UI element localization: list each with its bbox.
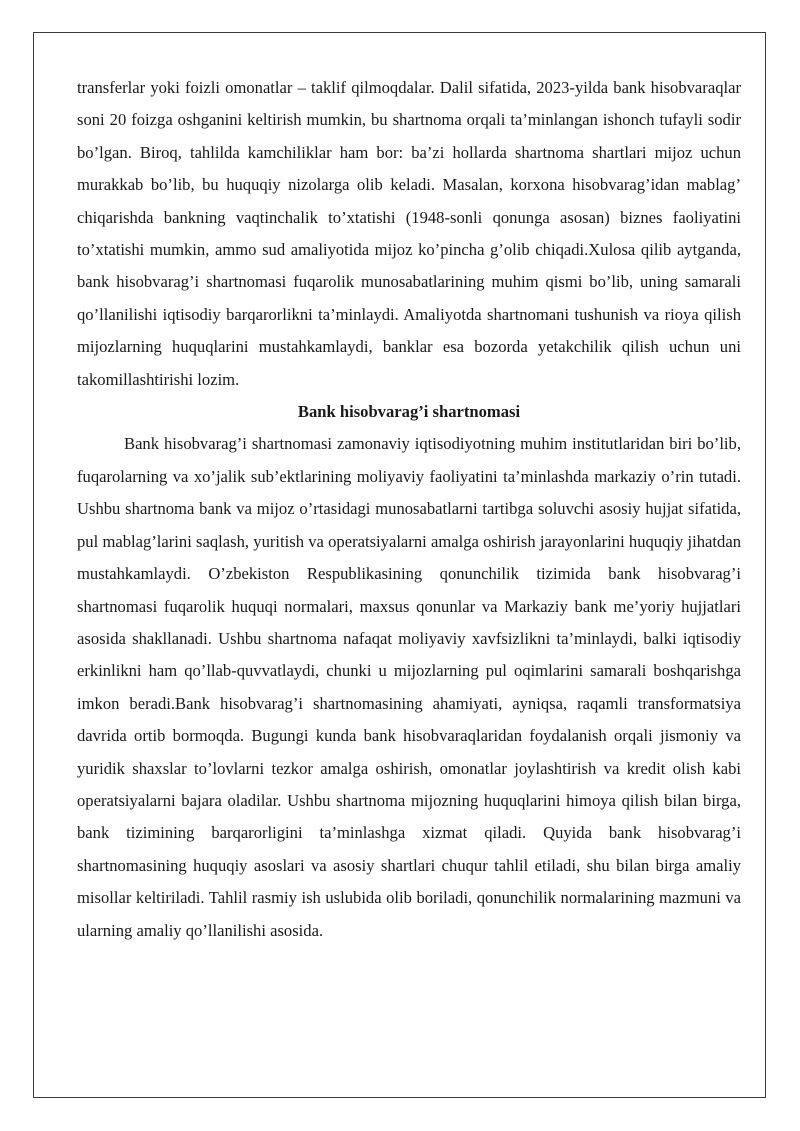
section-heading: Bank hisobvarag’i shartnomasi xyxy=(297,402,521,422)
paragraph-continued: transferlar yoki foizli omonatlar – taklif qilmoqdalar. Dalil sifatida, 2023-yilda bank hisobvaraqlar soni 20 foizga oshganini keltirish mumkin, bu shartnoma orqali ta’minlangan ishonch tufayli sodir bo’lgan. Biroq, tahlilda kamchiliklar ham bor: ba’zi hollarda shartnoma shartlari mijoz uchun murakkab bo’lib, bu huquqiy nizolarga olib keladi. Masalan, korxona hisobvarag’idan mablag’ chiqarishda bankning vaqtinchalik to’xtatishi (1948-sonli qonunga asosan) biznes faoliyatini to’xtatishi mumkin, ammo sud amaliyotida mijoz ko’pincha g’olib chiqadi.Xulosa qilib aytganda, bank hisobvarag’i shartnomasi fuqarolik munosabatlarining muhim qismi bo’lib, uning samarali qo’llanilishi iqtisodiy barqarorlikni ta’minlaydi. Amaliyotda shartnomani tushunish va rioya qilish mijozlarning huquqlarini mustahkamlaydi, banklar esa bozorda yetakchilik qilish uchun uni takomillashtirishi lozim. xyxy=(77,78,741,389)
paragraph-intro: Bank hisobvarag’i shartnomasi zamonaviy iqtisodiyotning muhim institutlaridan biri bo’lib, fuqarolarning va xo’jalik sub’ektlarining moliyaviy faoliyatini ta’minlashda markaziy o’rin tutadi. Ushbu shartnoma bank va mijoz o’rtasidagi munosabatlarni tartibga soluvchi asosiy hujjat sifatida, pul mablag’larini saqlash, yuritish va operatsiyalarni amalga oshirish jarayonlarini huquqiy jihatdan mustahkamlaydi. O’zbekiston Respublikasining qonunchilik tizimida bank hisobvarag’i shartnomasi fuqarolik huquqi normalari, maxsus qonunlar va Markaziy bank me’yoriy hujjatlari asosida shakllanadi. Ushbu shartnoma nafaqat moliyaviy xavfsizlikni ta’minlaydi, balki iqtisodiy erkinlikni ham qo’llab-quvvatlaydi, chunki u mijozlarning pul oqimlarini samarali boshqarishga imkon beradi.Bank hisobvarag’i shartnomasining ahamiyati, ayniqsa, raqamli transformatsiya davrida ortib bormoqda. Bugungi kunda bank hisobvaraqlaridan foydalanish orqali jismoniy va yuridik shaxslar to’lovlarni tezkor amalga oshirish, omonatlar joylashtirish va kredit olish kabi operatsiyalarni bajara oladilar. Ushbu shartnoma mijozning huquqlarini himoya qilish bilan birga, bank tizimining barqarorligini ta’minlashga xizmat qiladi. Quyida bank hisobvarag’i shartnomasining huquqiy asoslari va asosiy shartlari chuqur tahlil etiladi, shu bilan birga amaliy misollar keltiriladi. Tahlil rasmiy ish uslubida olib boriladi, qonunchilik normalarining mazmuni va ularning amaliy qo’llanilishi asosida. xyxy=(77,434,741,940)
document-body xyxy=(77,72,741,947)
